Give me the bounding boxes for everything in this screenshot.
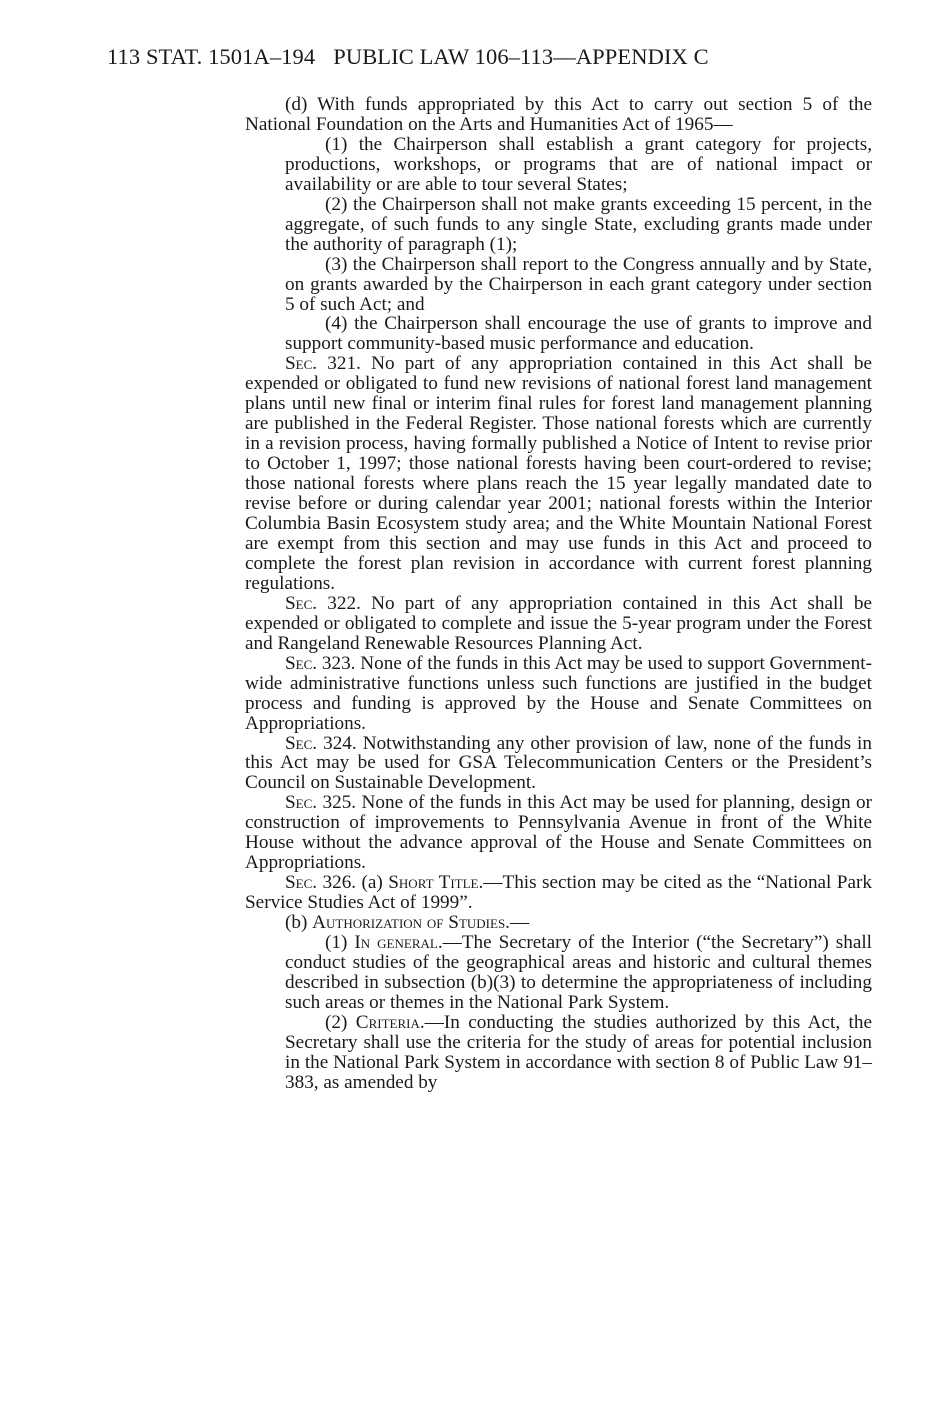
section-324	[245, 734, 872, 794]
paragraph-heading: In general.	[354, 932, 443, 954]
section-label: Sec. 321.	[285, 353, 361, 375]
section-322	[245, 594, 872, 654]
paragraph-d3: (3) the Chairperson shall report to the Congress annually and by State, on grants awarded by the Chairperson in each grant category under section 5 of such Act; and	[285, 253, 872, 315]
section-325	[245, 793, 872, 873]
paragraph-text: —The Secretary of the Interior (“the Secretary”) shall conduct studies of the geographical areas and historic and cultural themes described in subsection (b)(3) to determine the appropriateness of including such areas or themes in the National Park System.	[285, 932, 873, 1013]
subsection-text: —This section may be cited as the “National Park Service Studies Act of 1999”.	[245, 872, 872, 914]
subsection-b	[245, 913, 872, 933]
paragraph-prefix: (2)	[325, 1011, 356, 1033]
paragraph-d2: (2) the Chairperson shall not make grants exceeding 15 percent, in the aggregate, of such funds to any single State, excluding grants made under the authority of paragraph (1);	[285, 193, 872, 255]
subsection-prefix: (b)	[285, 912, 313, 934]
subsection-d: (d) With funds appropriated by this Act to carry out section 5 of the National Foundation on the Arts and Humanities Act of 1965—	[245, 94, 872, 135]
section-label: Sec. 326.	[285, 872, 357, 894]
body-text	[245, 95, 872, 1093]
paragraph-text: —In conducting the studies authorized by this Act, the Secretary shall use the criteria for the study of areas for potential inclusion in the National Park System in accordance with section 8 of Public Law 91–383, as amended by	[285, 1011, 872, 1093]
paragraph-prefix: (1)	[325, 932, 355, 954]
paragraph-d1: (1) the Chairperson shall establish a grant category for projects, productions, workshops, or programs that are of national impact or availability or are able to tour several States;	[285, 133, 872, 195]
section-label: Sec. 322.	[285, 592, 361, 614]
section-text: No part of any appropriation contained in this Act shall be expended or obligated to fund new revisions of national forest land management plans until new final or interim final rules for forest land management planning are published in the Federal Register. Those national forests which are currently in a revision process, having formally published a Notice of Intent to revise prior to October 1, 1997; those national forests having been court-ordered to revise; those national forests where plans reach the 15 year legally mandated date to revise before or during calendar year 2001; national forests within the Interior Columbia Basin Ecosystem study area; and the White Mountain National Forest are exempt from this section and may use funds in this Act and proceed to complete the forest plan revision in accordance with current forest planning regulations.	[245, 353, 872, 594]
section-label: Sec. 324.	[285, 732, 357, 754]
paragraph-d4: (4) the Chairperson shall encourage the use of grants to improve and support community-based music performance and education.	[285, 313, 872, 355]
statute-reference: 113 STAT. 1501A–194	[107, 44, 316, 69]
section-label: Sec. 323.	[285, 652, 356, 674]
section-text: No part of any appropriation contained in this Act shall be expended or obligated to complete and issue the 5-year program under the Forest and Rangeland Renewable Resources Planning Act.	[245, 592, 872, 654]
section-321	[245, 354, 872, 593]
section-text: Notwithstanding any other provision of law, none of the funds in this Act may be used for GSA Telecommunication Centers or the President’s Council on Sustainable Development.	[245, 732, 872, 794]
paragraph-b1	[245, 933, 872, 1013]
subsection-heading: Authorization of Studies.	[312, 912, 510, 934]
section-label: Sec. 325.	[285, 792, 357, 814]
section-text: None of the funds in this Act may be used for planning, design or construction of improvements to Pennsylvania Avenue in front of the White House without the advance approval of the House and Senate Committees on Appropriations.	[245, 792, 872, 874]
paragraph-heading: Criteria.	[355, 1011, 425, 1033]
running-header	[107, 44, 709, 70]
section-326	[245, 873, 872, 913]
section-323	[245, 654, 872, 734]
paragraph-b2	[245, 1013, 872, 1093]
section-text: None of the funds in this Act may be used to support Government-wide administrative functions unless such functions are justified in the budget process and funding is approved by the House and Senate Committees on Appropriations.	[245, 652, 872, 734]
header-title: PUBLIC LAW 106–113—APPENDIX C	[333, 44, 709, 69]
subsection-heading: Short Title.	[388, 872, 484, 894]
subsection-prefix: (a)	[356, 872, 389, 894]
subsection-text: —	[509, 912, 530, 934]
